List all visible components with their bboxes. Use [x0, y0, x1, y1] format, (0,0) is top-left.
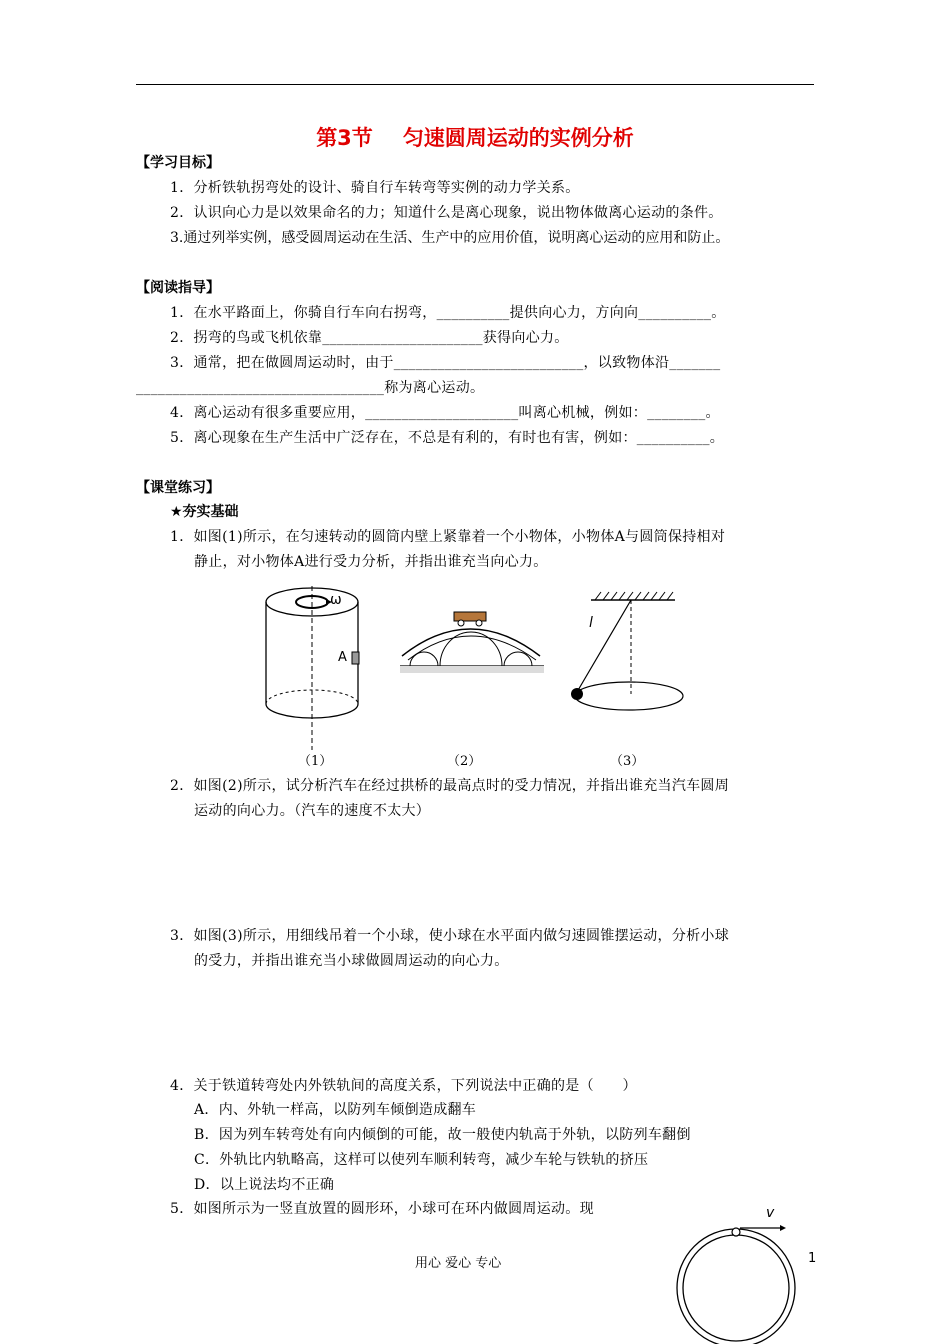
question-4-option: A．内、外轨一样高，以防列车倾倒造成翻车	[194, 1102, 477, 1118]
section-title: 匀速圆周运动的实例分析	[402, 126, 634, 150]
question-4-option: C．外轨比内轨略高，这样可以使列车顺利转弯，减少车轮与铁轨的挤压	[194, 1152, 649, 1168]
footer-text: 用心 爱心 专心	[415, 1256, 502, 1271]
page-title	[0, 122, 950, 152]
velocity-label: v	[766, 1205, 775, 1221]
reading-item: __________________________________称为离心运动。	[136, 380, 485, 396]
length-label: l	[589, 615, 593, 631]
reading-item: 1．在水平路面上，你骑自行车向右拐弯，__________提供向心力，方向向__________。	[170, 305, 726, 321]
goal-item: 2．认识向心力是以效果命名的力；知道什么是离心现象，说出物体做离心运动的条件。	[170, 205, 723, 221]
question-2-line: 运动的向心力。（汽车的速度不太大）	[194, 803, 431, 819]
question-5-line: 5．如图所示为一竖直放置的圆形环，小球可在环内做圆周运动。现	[170, 1201, 594, 1217]
omega-label: ω	[330, 592, 342, 608]
reading-item: 5．离心现象在生产生活中广泛存在，不总是有利的，有时也有害，例如：__________。	[170, 430, 725, 446]
object-a-label: A	[338, 650, 347, 665]
figure-caption-1: （1）	[298, 754, 333, 769]
reading-item: 4．离心运动有很多重要应用，_____________________叫离心机械，例如：________。	[170, 405, 720, 421]
reading-item: 3．通常，把在做圆周运动时，由于__________________________，以致物体沿_______	[170, 355, 721, 371]
goals-heading: 【学习目标】	[136, 155, 220, 171]
reading-heading: 【阅读指导】	[136, 280, 220, 296]
question-1-line: 静止，对小物体A进行受力分析，并指出谁充当向心力。	[194, 554, 548, 570]
figure-caption-2: （2）	[447, 754, 482, 769]
question-3-line: 3．如图(3)所示，用细线吊着一个小球，使小球在水平面内做匀速圆锥摆运动，分析小球	[170, 928, 730, 944]
goal-item: 3.通过列举实例，感受圆周运动在生活、生产中的应用价值，说明离心运动的应用和防止。	[170, 230, 730, 246]
question-4-option: B．因为列车转弯处有向内倾倒的可能，故一般使内轨高于外轨，以防列车翻倒	[194, 1127, 691, 1143]
goal-item: 1．分析铁轨拐弯处的设计、骑自行车转弯等实例的动力学关系。	[170, 180, 580, 196]
figure-caption-3: （3）	[610, 754, 645, 769]
practice-subheading: ★夯实基础	[170, 504, 239, 520]
section-number: 第3节	[316, 126, 373, 150]
practice-heading: 【课堂练习】	[136, 480, 220, 496]
question-2-line: 2．如图(2)所示，试分析汽车在经过拱桥的最高点时的受力情况，并指出谁充当汽车圆周	[170, 778, 730, 794]
question-1-line: 1．如图(1)所示，在匀速转动的圆筒内壁上紧靠着一个小物体，小物体A与圆筒保持相对	[170, 529, 726, 545]
question-3-line: 的受力，并指出谁充当小球做圆周运动的向心力。	[194, 953, 509, 969]
reading-item: 2．拐弯的鸟或飞机依靠______________________获得向心力。	[170, 330, 569, 346]
page-number: 1	[808, 1251, 817, 1266]
header-rule	[136, 84, 814, 85]
question-4-stem: 4．关于铁道转弯处内外铁轨间的高度关系，下列说法中正确的是（ ）	[170, 1078, 637, 1094]
question-4-option: D．以上说法均不正确	[194, 1177, 335, 1193]
